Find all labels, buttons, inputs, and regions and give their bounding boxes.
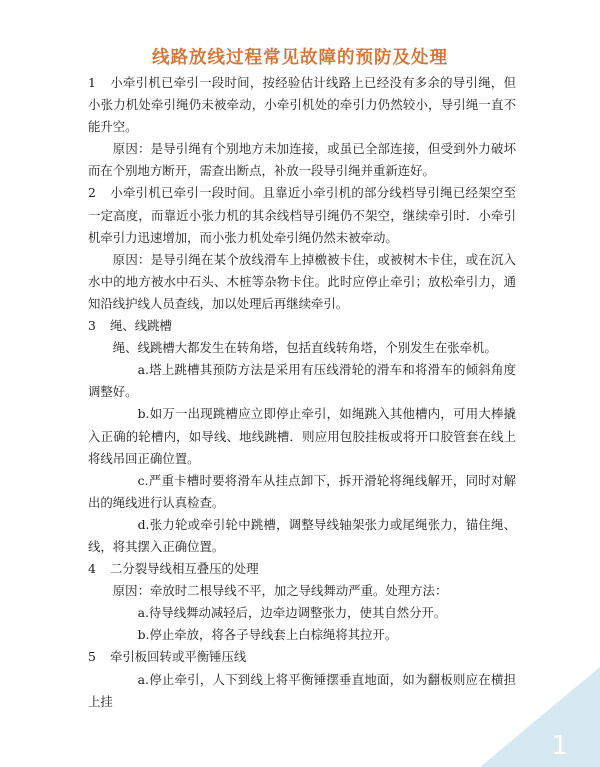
section-4-heading (88, 558, 516, 580)
sub-item-letter: a. (137, 671, 149, 687)
sub-item-5a (88, 669, 516, 713)
paragraph-2-cause (88, 249, 516, 315)
page-corner-decoration (480, 667, 600, 767)
section-3-heading (88, 315, 516, 337)
paragraph-text: 塔上跳槽其预防方法是采用有压线滑轮的滑车和将滑车的倾斜角度调整好。 (88, 362, 516, 400)
item-number: 4 (88, 561, 96, 577)
paragraph-text: 小牵引机已牵引一段时间。且靠近小牵引机的部分线档导引绳已经架空至一定高度，而靠近小张力机的其余线档导引绳仍不架空，继续牵引时．小牵引机牵引力迅速增加，而小张力机处牵引绳仍然未被牵动。 (88, 185, 516, 245)
paragraph-text: 原因：牵放时二根导线不平，加之导线舞动严重。处理方法： (112, 583, 448, 599)
item-number: 1 (88, 75, 96, 90)
paragraph-text: 停止牵引，人下到线上将平衡锤摆垂直地面，如为翻板则应在横担上挂 (88, 671, 516, 709)
paragraph-text: 绳、线跳槽大都发生在转角塔，包括直线转角塔，个别发生在张牵机。 (112, 340, 497, 356)
paragraph-4-cause (88, 580, 516, 602)
sub-item-letter: d. (137, 516, 150, 532)
paragraph-text: 如万一出现跳槽应立即停止牵引，如绳跳入其他槽内，可用大棒撬入正确的轮槽内，如导线、地线跳槽．则应用包胶挂板或将开口胶管套在线上将线吊回正确位置。 (88, 406, 516, 466)
section-heading-text: 二分裂导线相互叠压的处理 (110, 561, 259, 577)
paragraph-text: 待导线舞动减轻后，边牵边调整张力，使其自然分开。 (148, 605, 447, 621)
paragraph-text: 小牵引机已牵引一段时间，按经验估计线路上已经没有多余的导引绳，但小张力机处牵引绳仍未被牵动，小牵引机处的牵引力仍然较小，导引绳一直不能升空。 (88, 75, 516, 135)
sub-item-letter: a. (137, 605, 149, 621)
section-5-heading (88, 646, 516, 668)
page-title: 线路放线过程常见故障的预防及处理 (152, 48, 448, 68)
paragraph-text: 停止牵放，将各子导线套上白棕绳将其拉开。 (149, 627, 398, 643)
item-number: 2 (88, 185, 96, 201)
sub-item-3a (88, 359, 516, 403)
paragraph-2 (88, 182, 516, 248)
paragraph-text: 严重卡槽时要将滑车从挂点卸下，拆开滑轮将绳线解开，同时对解出的绳线进行认真检查。 (88, 472, 516, 510)
paragraph-text: 张力轮或牵引轮中跳槽，调整导线轴架张力或尾绳张力，锚住绳、线，将其摆入正确位置。 (88, 516, 516, 554)
sub-item-letter: b. (137, 406, 150, 422)
sub-item-4a (88, 602, 516, 624)
section-heading-text: 绳、线跳槽 (110, 318, 172, 334)
section-heading-text: 牵引板回转或平衡锤压线 (110, 649, 247, 665)
sub-item-letter: c. (137, 472, 149, 488)
paragraph-text: 原因：是导引绳在某个放线滑车上掉檄被卡住，或被树木卡住，或在沉入水中的地方被水中石头、木桩等杂物卡住。此时应停止牵引；放松牵引力，通知沿线护线人员查线，加以处理后再继续牵引。 (88, 251, 516, 311)
paragraph-1 (88, 72, 516, 138)
sub-item-3c (88, 470, 516, 514)
sub-item-letter: b. (137, 627, 150, 643)
paragraph-text: 原因：是导引绳有个别地方未加连接，或虽已全部连接，但受到外力破坏而在个别地方断开，需查出断点，补放一段导引绳并重新连好。 (88, 141, 516, 179)
page-number: 1 (551, 731, 568, 761)
corner-triangle (480, 667, 600, 767)
sub-item-4b (88, 624, 516, 646)
paragraph-3-intro (88, 337, 516, 359)
sub-item-letter: a. (137, 362, 149, 378)
item-number: 3 (88, 318, 96, 334)
sub-item-3d (88, 514, 516, 558)
document-body (88, 72, 516, 713)
paragraph-1-cause (88, 138, 516, 182)
sub-item-3b (88, 403, 516, 469)
item-number: 5 (88, 649, 96, 665)
